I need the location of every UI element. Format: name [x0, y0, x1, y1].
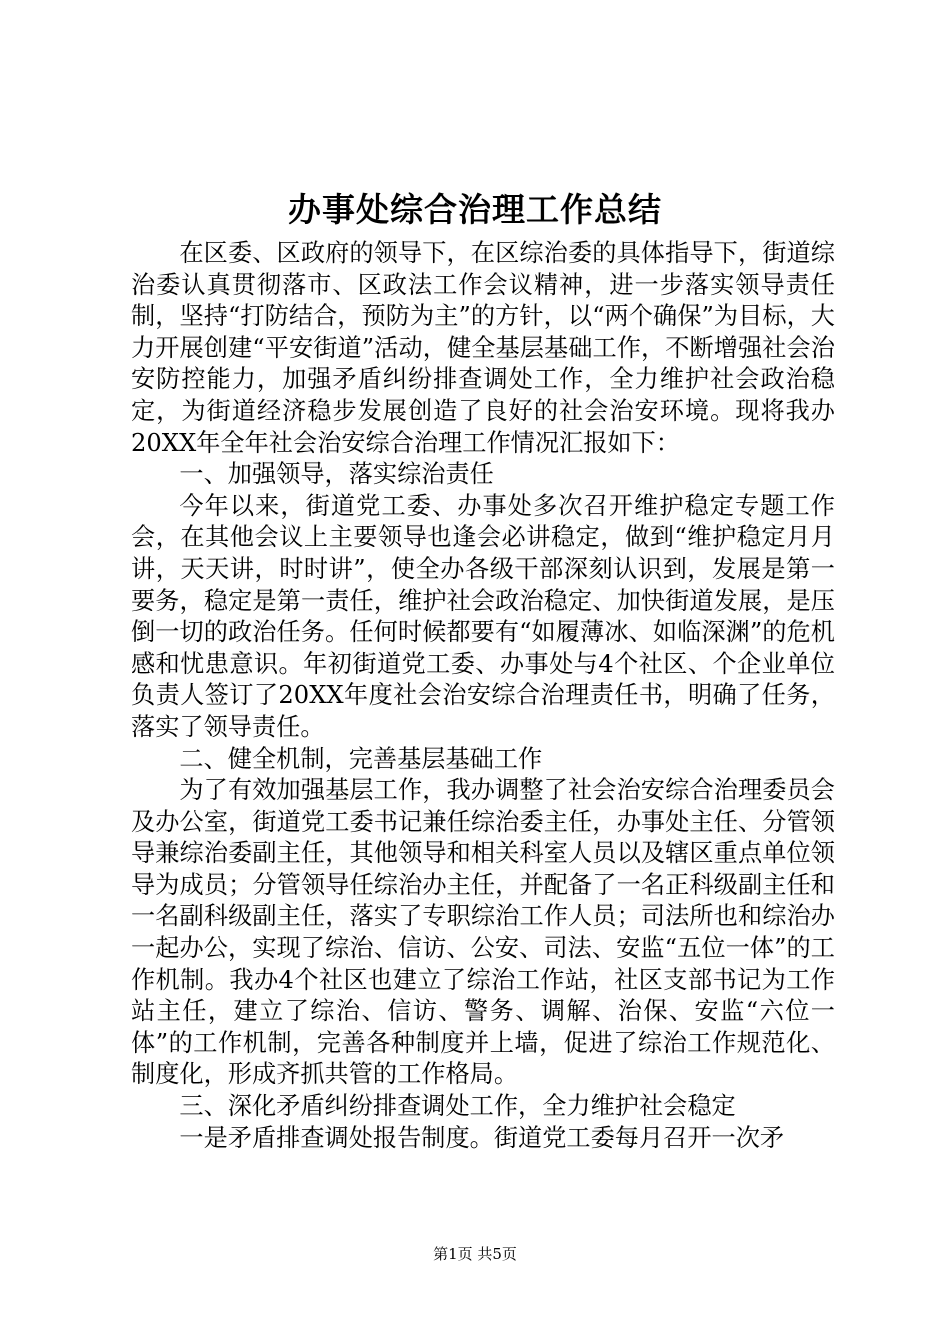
paragraph-intro: 在区委、区政府的领导下，在区综治委的具体指导下，街道综治委认真贯彻落市、区政法工作会议精神，进一步落实领导责任制，坚持“打防结合，预防为主”的方针，以“两个确保”为目标，大力开展创建“平安街道”活动，健全基层基础工作，不断增强社会治安防控能力，加强矛盾纠纷排查调处工作，全力维护社会政治稳定，为街道经济稳步发展创造了良好的社会治安环境。现将我办20XX年全年社会治安综合治理工作情况汇报如下：: [131, 239, 835, 457]
section-heading-1: 一、加强领导，落实综治责任: [179, 460, 494, 489]
paragraph-section-1: 今年以来，街道党工委、办事处多次召开维护稳定专题工作会，在其他会议上主要领导也逢会必讲稳定，做到“维护稳定月月讲，天天讲，时时讲”，使全办各级干部深刻认识到，发展是第一要务，稳定是第一责任，维护社会政治稳定、加快街道发展，是压倒一切的政治任务。任何时候都要有“如履薄冰、如临深渊”的危机感和忧患意识。年初街道党工委、办事处与4个社区、个企业单位负责人签订了20XX年度社会治安综合治理责任书，明确了任务，落实了领导责任。: [131, 491, 835, 741]
paragraph-section-3: 一是矛盾排查调处报告制度。街道党工委每月召开一次矛: [179, 1123, 785, 1152]
page-number-footer: 第1页 共5页: [433, 1245, 517, 1263]
document-body: [131, 238, 835, 1154]
paragraph-section-2: 为了有效加强基层工作，我办调整了社会治安综合治理委员会及办公室，街道党工委书记兼任综治委主任，办事处主任、分管领导兼综治委副主任，其他领导和相关科室人员以及辖区重点单位领导为成员；分管领导任综治办主任，并配备了一名正科级副主任和一名副科级副主任，落实了专职综治工作人员；司法所也和综治办一起办公，实现了综治、信访、公安、司法、安监“五位一体”的工作机制。我办4个社区也建立了综治工作站，社区支部书记为工作站主任，建立了综治、信访、警务、调解、治保、安监“六位一体”的工作机制，完善各种制度并上墙，促进了综治工作规范化、制度化，形成齐抓共管的工作格局。: [131, 776, 835, 1089]
document-title: 办事处综合治理工作总结: [288, 190, 662, 229]
section-heading-2: 二、健全机制，完善基层基础工作: [179, 744, 543, 773]
section-heading-3: 三、深化矛盾纠纷排查调处工作，全力维护社会稳定: [179, 1092, 736, 1121]
